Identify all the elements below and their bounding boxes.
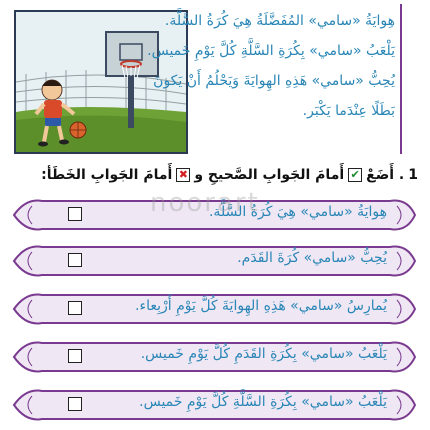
answer-text: هِوايَةُ «سامي» هِيَ كُرَةُ السَّلَّة.	[208, 204, 387, 220]
answer-text: يَلْعَبُ «سامي» بِكُرَةِ القَدَمِ كُلَّ يَوْمِ خَميس.	[140, 346, 387, 362]
checkbox-icon[interactable]	[68, 253, 82, 267]
answer-row	[12, 242, 417, 280]
answer-text: يَلْعَبُ «سامي» بِكُرَةِ السَّلَّةِ كُلَّ يَوْمِ خَميس.	[139, 394, 387, 410]
checkbox-icon[interactable]	[68, 397, 82, 411]
checkbox-icon[interactable]	[68, 301, 82, 315]
checkbox-icon[interactable]	[68, 349, 82, 363]
instruction-text-b: أَمامَ الجَوابِ الصَّحيحِ و	[194, 167, 345, 183]
answer-row	[12, 338, 417, 376]
story-line: بَطَلًا عِنْدَما يَكْبَر.	[302, 103, 395, 119]
check-mark-icon: ✔	[348, 168, 362, 182]
answer-text: يُمارِسُ «سامي» هَذِهِ الهِوايَةَ كُلَّ يَوْمِ أَرْبِعاء.	[135, 298, 387, 314]
answer-row	[12, 386, 417, 424]
answer-row	[12, 290, 417, 328]
cross-mark-icon: ✖	[176, 168, 190, 182]
instruction-text-c: أَمامَ الجَوابِ الخَطَأ:	[41, 167, 173, 183]
story-line: يُحِبُّ «سامي» هَذِهِ الهِوايَةَ وَيَحْلُمُ أَنْ يَكونَ	[153, 73, 395, 89]
instruction-text-a: . أَضَعْ	[366, 167, 405, 183]
watermark: noorart	[150, 188, 260, 218]
exercise-instruction	[28, 164, 418, 186]
exercise-number: 1	[408, 167, 418, 183]
story-line: يَلْعَبُ «سامي» بِكُرَةِ السَّلَّةِ كُلَّ يَوْمِ خَميس.	[147, 43, 395, 59]
story-paragraph	[147, 6, 395, 126]
answer-text: يُحِبُّ «سامي» كُرَةَ القَدَم.	[237, 250, 387, 266]
checkbox-icon[interactable]	[68, 207, 82, 221]
story-line: هِوايَةُ «سامي» المُفَضَّلَةُ هِيَ كُرَةُ السَّلَّة.	[164, 13, 395, 29]
story-margin-rule	[400, 4, 402, 154]
